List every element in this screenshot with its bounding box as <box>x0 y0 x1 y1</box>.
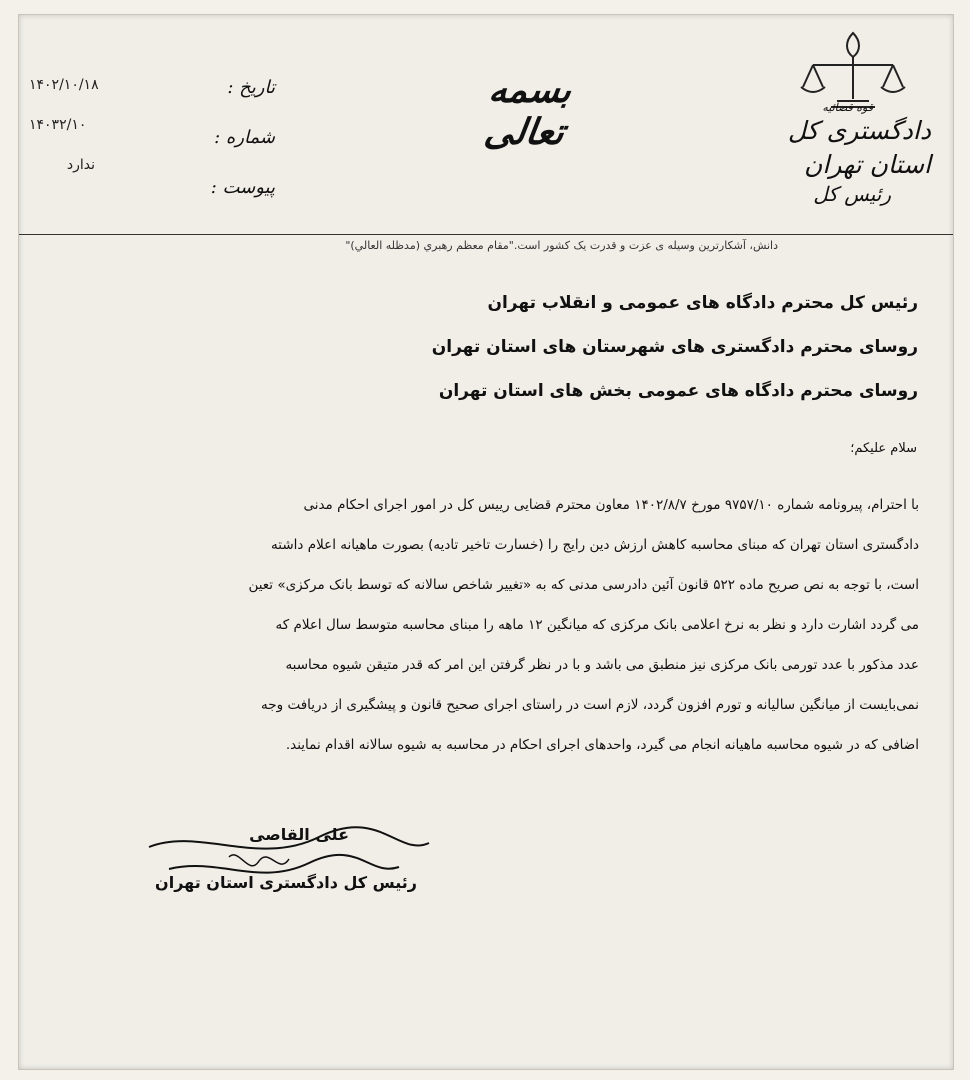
letter-meta-labels <box>185 77 275 227</box>
signature-block <box>139 817 439 907</box>
body-line: اضافی که در شیوه محاسبه ماهیانه انجام می گیرد، واحدهای اجرای احکام در محاسبه به شیوه سالانه اقدام نمایند. <box>285 737 919 753</box>
body-line: دادگستری استان تهران که مبنای محاسبه کاهش ارزش دین رایج را (خسارت تاخیر تادیه) بصورت ماهیانه اعلام داشته <box>271 537 919 553</box>
greeting: سلام علیکم؛ <box>850 441 917 456</box>
letterhead <box>19 15 953 235</box>
attachment-value: ندارد <box>66 157 95 173</box>
body-line: است، با توجه به نص صریح ماده ۵۲۲ قانون آئین دادرسی مدنی که به «تغییر شاخص سالانه که توسط بانک مرکزی» تعین <box>248 577 919 593</box>
addressee-line: رئیس کل محترم دادگاه های عمومی و انقلاب تهران <box>487 293 918 313</box>
bismillah-heading: بسمه تعالی <box>481 69 575 153</box>
number-value: ۱۴۰۳۲/۱۰ <box>29 117 87 133</box>
addressee-line: روسای محترم دادگاه های عمومی بخش های استان تهران <box>438 381 918 401</box>
body-line: با احترام، پیرونامه شماره ۹۷۵۷/۱۰ مورخ ۱۴۰۲/۸/۷ معاون محترم قضایی رییس کل در امور اجرای احکام مدنی <box>303 497 919 513</box>
organization-name <box>731 101 931 206</box>
date-value: ۱۴۰۲/۱۰/۱۸ <box>29 77 99 93</box>
body-line: نمی‌بایست از میانگین سالیانه و تورم افزون گردد، لازم است در راستای اجرای صحیح قانون و پیشگیری از دریافت وجه <box>261 697 919 713</box>
number-label: شماره : <box>214 127 275 148</box>
signatory-title: رئیس کل دادگستری استان تهران <box>155 873 417 892</box>
letter-body <box>39 485 919 765</box>
letter-page <box>18 14 954 1070</box>
motto-line: دانش، آشکارترین وسیله ی عزت و قدرت یک کشور است."مقام معظم رهبري (مدظله العالي)" <box>345 239 778 252</box>
org-main-name: دادگستری کل استان تهران <box>787 116 931 179</box>
attachment-label: پیوست : <box>210 177 275 198</box>
letter-meta-values <box>29 77 149 197</box>
addressee-line: روسای محترم دادگستری های شهرستان های استان تهران <box>431 337 918 357</box>
signatory-name: علی القاصی <box>249 825 349 844</box>
header-divider <box>19 234 953 235</box>
body-line: عدد مذکور با عدد تورمی بانک مرکزی نیز منطبق می باشد و با در نظر گرفتن این امر که قدر متیقن شیوه محاسبه <box>285 657 919 673</box>
org-caption: قوه قضائيه <box>822 101 873 114</box>
body-line: می گردد اشارت دارد و نظر به نرخ اعلامی بانک مرکزی که میانگین ۱۲ ماهه را مبنای محاسبه متوسط سال اعلام که <box>275 617 919 633</box>
date-label: تاریخ : <box>227 77 275 98</box>
addressee-block <box>158 293 918 425</box>
org-sub-title: رئیس کل <box>813 182 891 206</box>
